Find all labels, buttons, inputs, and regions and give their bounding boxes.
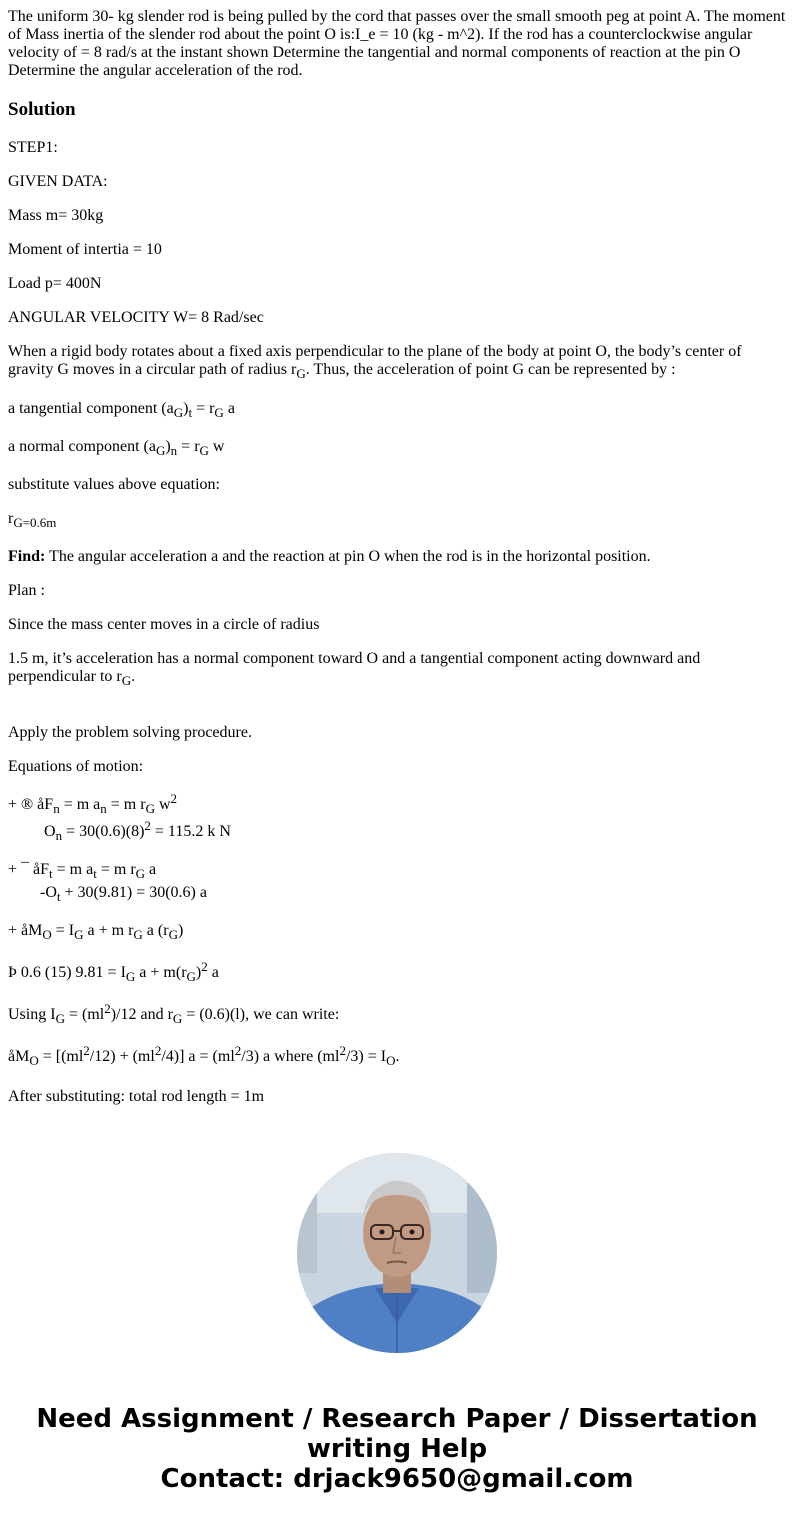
mass-value: Mass m= 30kg xyxy=(8,207,104,224)
equations-heading: Equations of motion: xyxy=(8,758,144,775)
footer-contact: Contact: drjack9650@gmail.com xyxy=(160,1464,634,1494)
question-line-3: velocity of = 8 rad/s at the instant shown Determine the tangential and normal components of reaction at the pin O xyxy=(8,44,741,61)
acceleration-line-1: 1.5 m, it’s acceleration has a normal component toward O and a tangential component acting downward and xyxy=(8,650,701,667)
equation-mo: + $åM_O = I_G$ a + m $r_G$ a $(r_G)$ xyxy=(8,922,184,942)
footer-line-2: writing Help xyxy=(306,1434,488,1464)
plan-label: Plan : xyxy=(8,582,45,599)
author-photo xyxy=(297,1153,497,1353)
equation-on: $O_n = 30(0.6)(8)^2 = 115.2$ k N xyxy=(44,818,231,843)
load-value: Load p= 400N xyxy=(8,275,102,292)
step1-label: STEP1: xyxy=(8,139,58,156)
angular-velocity-value: ANGULAR VELOCITY W= 8 Rad/sec xyxy=(8,309,264,326)
equation-thorn: Þ 0.6 (15) $9.81 = I_G$ $a + m(r_G)^2$ a xyxy=(8,959,219,984)
find-statement: Find: The angular acceleration a and the reaction at pin O when the rod is in the horizontal position. xyxy=(8,548,651,565)
since-text: Since the mass center moves in a circle of radius xyxy=(8,616,320,633)
normal-component: a normal component $(a_G)_n = r_G$ w xyxy=(8,438,225,458)
substitute-text: substitute values above equation: xyxy=(8,476,220,493)
portrait-image xyxy=(297,1153,497,1353)
solution-heading: Solution xyxy=(8,99,76,120)
equation-fn: + ® $åF_n = m$ $a_n = m$ $r_G$ $w^2$ xyxy=(8,791,178,816)
rigid-body-line-2: gravity G moves in a circular path of radius $r_G$. Thus, the acceleration of point G can be represented by : xyxy=(8,361,676,381)
sum-mo-equation: $åM_O = [(ml^2/12) + (ml^2/4)] a = (ml^2/3)$ a where $(ml^2/3) = I_O$. xyxy=(8,1043,400,1068)
rg-value: $r_{G=0.6m}$ xyxy=(8,510,57,530)
equation-ft: + ¯ $åF_t = m$ $a_t = m$ $r_G$ a xyxy=(8,861,157,881)
after-substituting: After substituting: total rod length = 1m xyxy=(8,1088,265,1105)
question-line-1: The uniform 30- kg slender rod is being pulled by the cord that passes over the small smooth peg at point A. The moment xyxy=(8,8,786,25)
apply-text: Apply the problem solving procedure. xyxy=(8,724,252,741)
acceleration-line-2: perpendicular to $r_G$. xyxy=(8,668,136,688)
footer-line-1: Need Assignment / Research Paper / Dissertation xyxy=(36,1404,758,1434)
rigid-body-line-1: When a rigid body rotates about a fixed axis perpendicular to the plane of the body at point O, the body’s center of xyxy=(8,343,742,360)
tangential-component: a tangential component $(a_G)_t = r_G$ a xyxy=(8,400,235,420)
equation-ot: $-O_t + 30(9.81) = 30(0.6)$ a xyxy=(40,884,207,904)
given-data-heading: GIVEN DATA: xyxy=(8,173,108,190)
moment-of-inertia-value: Moment of intertia = 10 xyxy=(8,241,162,258)
question-line-2: of Mass inertia of the slender rod about the point O is:I_e = 10 (kg - m^2). If the rod has a counterclockwise angular xyxy=(8,26,753,43)
question-line-4: Determine the angular acceleration of the rod. xyxy=(8,62,303,79)
using-ig-text: Using $I_G = (ml^2)/12$ and $r_G = (0.6)(l)$, we can write: xyxy=(8,1001,340,1026)
